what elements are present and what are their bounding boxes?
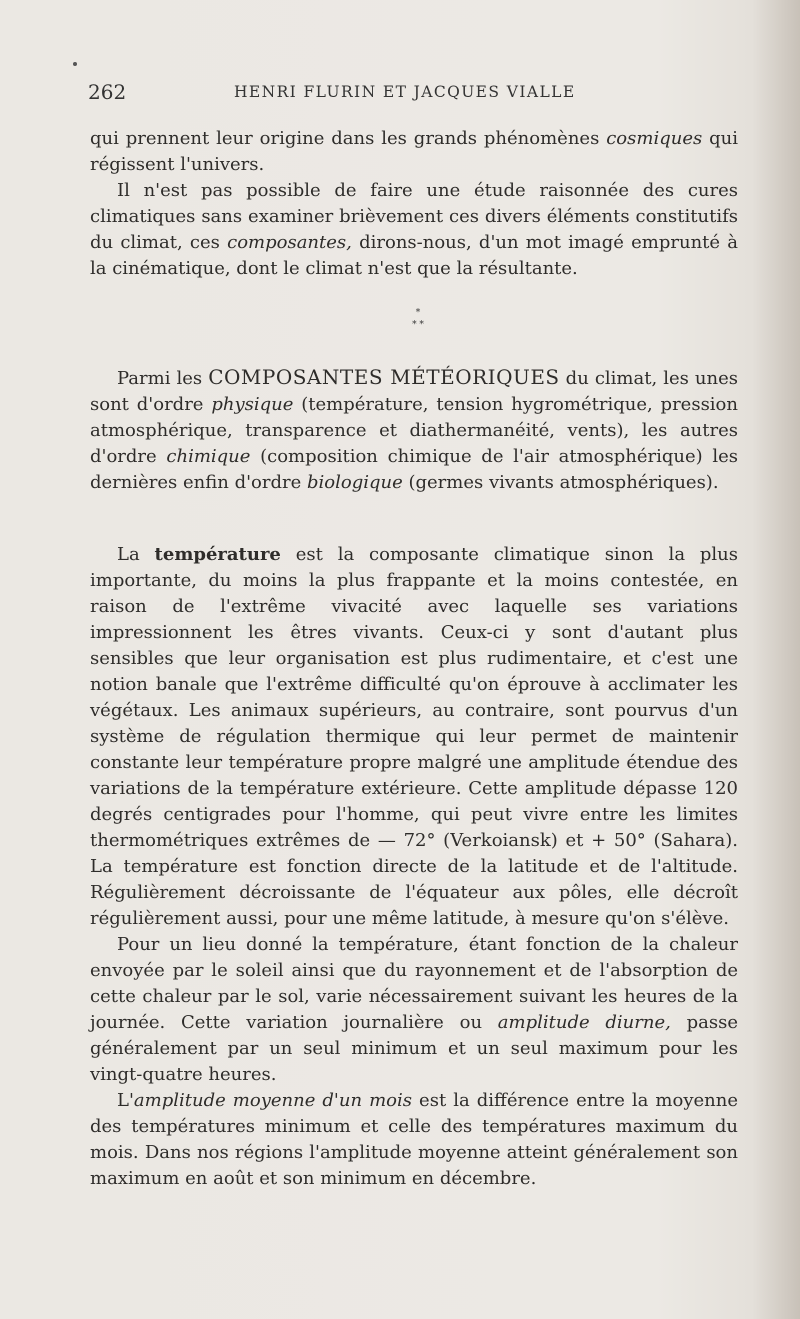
text-run: dirons-nous, d'un mot imagé emprunté à la cinématique, dont le climat n'est que la résultante. — [90, 232, 738, 279]
paragraph-composantes — [90, 178, 738, 282]
italic-term: amplitude diurne, — [497, 1012, 671, 1033]
paragraph-temperature — [90, 542, 738, 932]
separator-star-top: * — [415, 308, 421, 318]
text-run: L' — [117, 1090, 134, 1111]
page-number: 262 — [88, 80, 127, 104]
text-run: Il n'est pas possible de faire une étude raisonnée des cures climatiques sans examiner brièvement ces divers éléments constitutifs du climat, ces — [90, 180, 738, 253]
margin-dot — [73, 62, 77, 66]
caps-heading-term: COMPOSANTES MÉTÉORIQUES — [208, 365, 560, 389]
italic-term: cosmiques — [606, 128, 703, 149]
text-run: (température, tension hygrométrique, pression atmosphérique, transparence et diathermanéité, vents), les autres d'ordre — [90, 394, 738, 467]
text-run: qui prennent leur origine dans les grands phénomènes — [90, 128, 607, 149]
paragraph-composantes-meteoriques — [90, 364, 738, 496]
italic-term: composantes, — [227, 232, 352, 253]
text-run: La — [117, 544, 155, 565]
paragraph-continuation — [90, 126, 738, 178]
text-run: Parmi les — [117, 368, 209, 389]
page-header — [88, 80, 738, 110]
paragraph-amplitude-diurne — [90, 932, 738, 1088]
italic-term: amplitude moyenne d'un mois — [133, 1090, 413, 1111]
italic-term: biologique — [306, 472, 403, 493]
text-run: (germes vivants atmosphériques). — [402, 472, 719, 493]
bold-term: température — [154, 544, 281, 565]
section-intro — [90, 126, 738, 282]
paragraph-amplitude-moyenne — [90, 1088, 738, 1192]
text-run: passe généralement par un seul minimum et un seul maximum pour les vingt-quatre heures. — [90, 1012, 738, 1085]
text-run: du climat, les unes sont d'ordre — [90, 368, 738, 415]
text-run: est la différence entre la moyenne des températures minimum et celle des températures maximum du mois. Dans nos régions l'amplitude moyenne atteint généralement son maximum en août et son minimum en décembre. — [90, 1090, 738, 1189]
italic-term: chimique — [166, 446, 251, 467]
section-meteoriques — [90, 364, 738, 496]
running-head: HENRI FLURIN ET JACQUES VIALLE — [234, 83, 576, 101]
text-run: est la composante climatique sinon la plus importante, du moins la plus frappante et la moins contestée, en raison de l'extrême vivacité avec laquelle ses variations impressionnent les êtres vivants. Ceux-ci y sont d'autant plus sensibles que leur organisation est plus rudimentaire, et c'est une notion banale que l'extrême difficulté qu'on éprouve à acclimater les végétaux. Les animaux supérieurs, au contraire, sont pourvus d'un système de régulation thermique qui leur permet de maintenir constante leur température propre malgré une amplitude étendue des variations de la température extérieure. Cette amplitude dépasse 120 degrés centigrades pour l'homme, qui peut vivre entre les limites thermométriques extrêmes de — 72° (Verkoiansk) et + 50° (Sahara). La température est fonction directe de la latitude et de l'altitude. Régulièrement décroissante de l'équateur aux pôles, elle décroît régulièrement aussi, pour une même latitude, à mesure qu'on s'élève. — [90, 544, 739, 929]
section-temperature — [90, 542, 738, 1192]
section-separator — [398, 307, 438, 339]
separator-stars-bottom: * * — [412, 320, 424, 330]
text-run: Pour un lieu donné la température, étant fonction de la chaleur envoyée par le soleil ainsi que du rayonnement et de l'absorption de cette chaleur par le sol, varie nécessairement suivant les heures de la journée. Cette variation journalière ou — [90, 934, 738, 1033]
text-run: (composition chimique de l'air atmosphérique) les dernières enfin d'ordre — [90, 446, 739, 493]
text-run: qui régissent l'univers. — [90, 128, 738, 175]
italic-term: physique — [211, 394, 294, 415]
